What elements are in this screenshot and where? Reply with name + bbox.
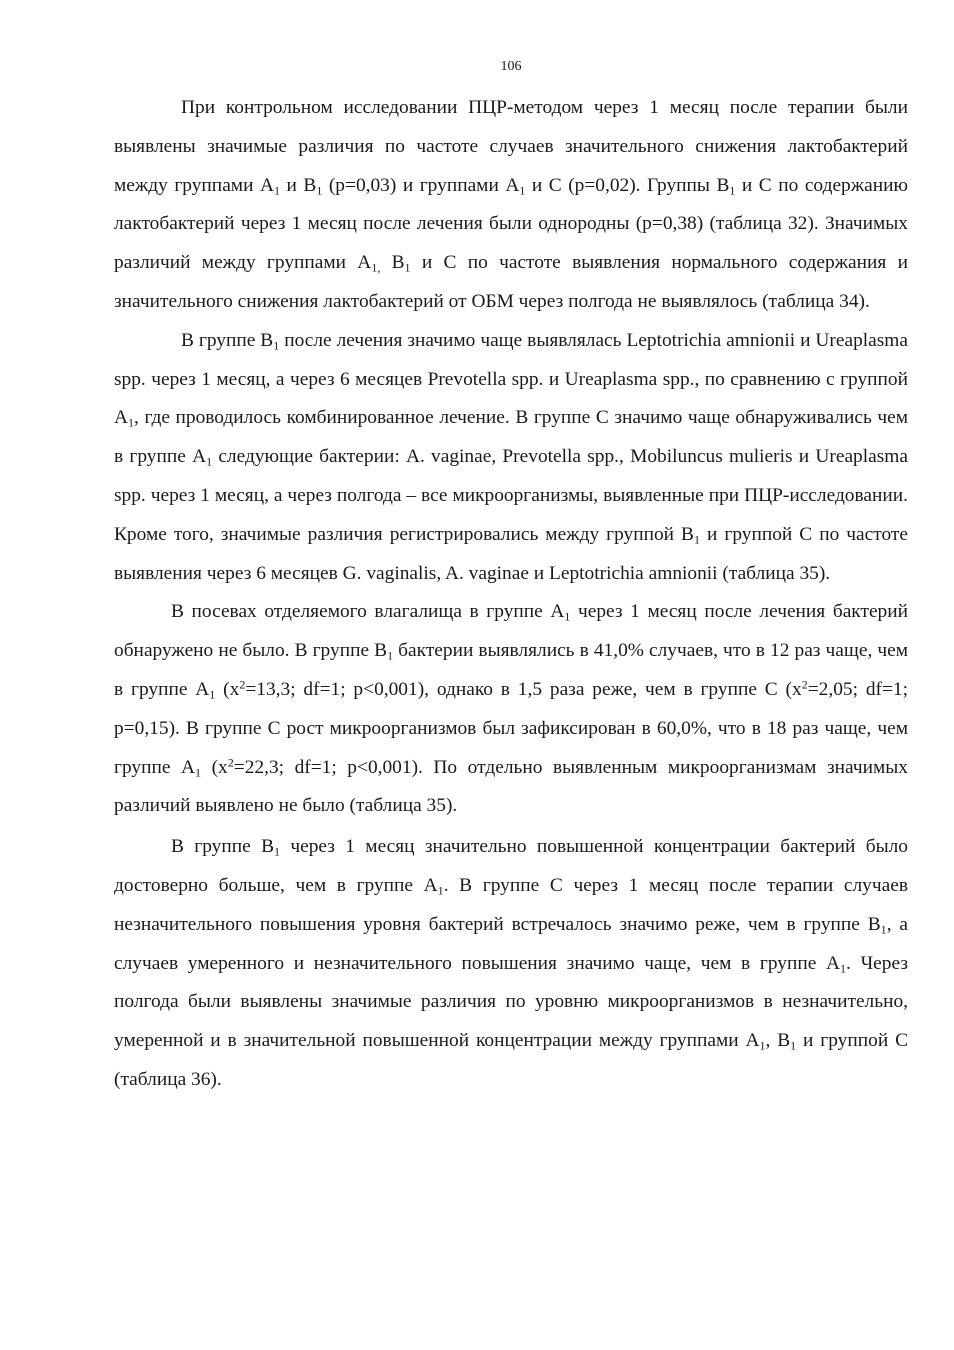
subscript: 1 bbox=[273, 182, 280, 197]
text-run: через 1 месяц значительно повышенной концентрации бактерий было достоверно больше, чем в группе А bbox=[114, 836, 908, 896]
text-run: . Через полгода были выявлены значимые различия по уровню микроорганизмов в незначительно, умеренной и в значительной повышенной концентрации между группами А bbox=[114, 952, 908, 1052]
text-run: , а случаев умеренного и незначительного повышения значимо чаще, чем в группе А bbox=[114, 913, 908, 974]
superscript: 2 bbox=[227, 754, 234, 769]
subscript: 1 bbox=[273, 338, 280, 353]
text-run: (р=0,03) и группами А bbox=[322, 174, 520, 196]
paragraph-pcr-lactobacilli bbox=[114, 89, 908, 322]
subscript: 1 bbox=[437, 883, 444, 898]
page-number: 106 bbox=[500, 59, 522, 74]
superscript: 2 bbox=[239, 677, 246, 692]
subscript: 1 bbox=[880, 922, 887, 937]
text-run: В bbox=[380, 252, 405, 274]
superscript: 2 bbox=[801, 677, 808, 692]
text-run: после лечения значимо чаще выявлялась Leptotrichia amnionii и Ureaplasma spp. через 1 месяц, а через 6 месяцев Prevotella spp. и Ureaplasma spp., по сравнению с группой А bbox=[114, 329, 908, 429]
subscript: 1 bbox=[387, 648, 394, 663]
subscript: 1 bbox=[729, 182, 736, 197]
text-run: (х bbox=[201, 756, 228, 778]
subscript: 1 bbox=[519, 182, 526, 197]
subscript: 1 bbox=[209, 687, 216, 702]
text-run: и С (р=0,02). Группы В bbox=[525, 174, 730, 196]
text-run: через 1 месяц после лечения бактерий обнаружено не было. В группе В bbox=[114, 601, 908, 662]
subscript: 1 bbox=[404, 260, 411, 275]
text-run: =2,05; df=1; р=0,15). В группе С рост микроорганизмов был зафиксирован в 60,0%, что в 18 раз чаще, чем группе А bbox=[114, 678, 908, 778]
subscript: 1 bbox=[693, 532, 700, 547]
subscript: 1 bbox=[564, 609, 571, 624]
text-run: . В группе С через 1 месяц после терапии случаев незначительного повышения уровня бактерий встречалось значимо реже, чем в группе В bbox=[114, 874, 908, 935]
text-run: =22,3; df=1; р<0,001). По отдельно выявленным микроорганизмам значимых различий выявлено не было (таблица 35). bbox=[114, 756, 908, 817]
subscript: 1 bbox=[759, 1038, 766, 1053]
text-run: В группе В bbox=[171, 836, 274, 858]
text-run: (х bbox=[215, 678, 240, 700]
subscript: 1 bbox=[840, 960, 847, 975]
text-run: следующие бактерии: A. vaginae, Prevotella spp., Mobiluncus mulieris и Ureaplasma spp. через 1 месяц, а через полгода – все микроорганизмы, выявленные при ПЦР-исследовании. Кроме того, значимые различия регистрировались между группой В bbox=[114, 446, 908, 545]
paragraph-culture-results bbox=[114, 593, 908, 826]
text-run: бактерии выявлялись в 41,0% случаев, что в 12 раз чаще, чем в группе А bbox=[114, 640, 908, 700]
subscript: 1 bbox=[128, 415, 135, 430]
subscript: 1 bbox=[206, 454, 213, 469]
text-run: В группе В bbox=[181, 329, 274, 351]
paragraph-pcr-bacteria bbox=[114, 322, 908, 594]
subscript: 1 bbox=[316, 182, 323, 197]
subscript: 1 bbox=[790, 1038, 797, 1053]
body-text bbox=[114, 89, 908, 1100]
subscript: 1 bbox=[274, 844, 281, 859]
text-run: =13,3; df=1; р<0,001), однако в 1,5 раза реже, чем в группе С (х bbox=[245, 678, 802, 700]
paragraph-bacterial-concentration bbox=[114, 828, 908, 1100]
text-run: , В bbox=[765, 1030, 791, 1052]
text-run: , где проводилось комбинированное лечение. В группе С значимо чаще обнаруживались чем в группе А bbox=[114, 407, 908, 468]
text-run: и В bbox=[279, 174, 317, 196]
subscript: 1, bbox=[371, 260, 381, 275]
text-run: При контрольном исследовании ПЦР-методом через 1 месяц после терапии были выявлены значимые различия по частоте случаев значительного снижения лактобактерий между группами А bbox=[114, 97, 908, 196]
text-run: и С по частоте выявления нормального содержания и значительного снижения лактобактерий от ОБМ через полгода не выявлялось (таблица 34). bbox=[114, 252, 908, 312]
text-run: и группой С по частоте выявления через 6 месяцев G. vaginalis, A. vaginae и Leptotrichia amnionii (таблица 35). bbox=[114, 523, 908, 584]
text-run: и С по содержанию лактобактерий через 1 месяц после лечения были однородны (р=0,38) (таблица 32). Значимых различий между группами А bbox=[114, 174, 908, 274]
text-run: и группой С (таблица 36). bbox=[114, 1030, 908, 1090]
subscript: 1 bbox=[195, 764, 202, 779]
text-run: В посевах отделяемого влагалища в группе А bbox=[171, 601, 565, 623]
